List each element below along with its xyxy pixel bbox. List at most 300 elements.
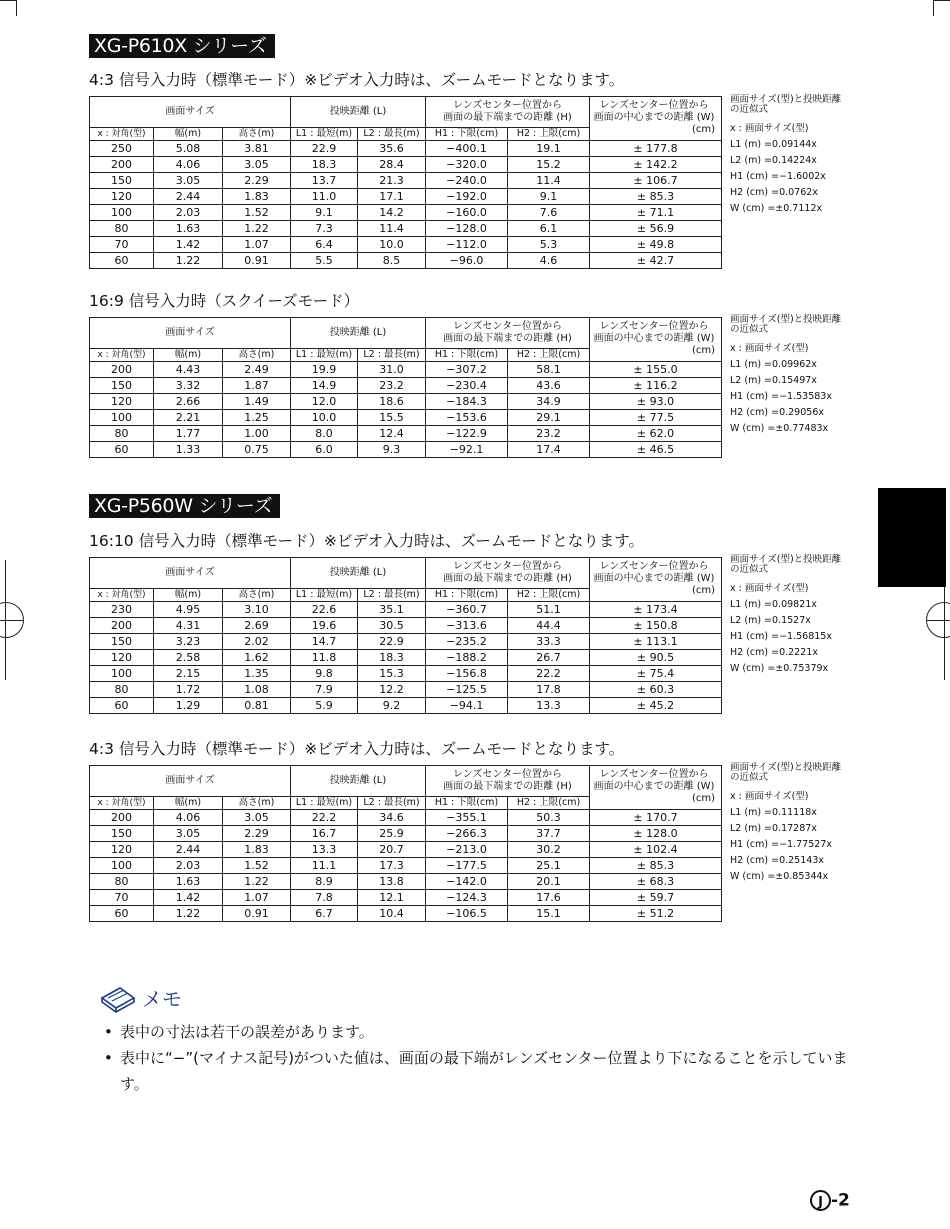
chapter-index-tab (878, 488, 946, 587)
table-cell: ± 62.0 (590, 426, 722, 442)
table-cell: 14.9 (291, 378, 358, 394)
subheader-height: 高さ(m) (223, 349, 291, 362)
table-cell: 12.4 (358, 426, 426, 442)
subheader-diag: x : 対角(型) (90, 797, 154, 810)
table-cell: ± 113.1 (590, 634, 722, 650)
formula-title-line: 画面サイズ(型)と投映距離 (730, 314, 842, 325)
subheader-h1: H1 : 下限(cm) (426, 349, 508, 362)
table-header-row (90, 97, 722, 128)
crop-mark (16, 0, 17, 16)
memo-label: メモ (142, 987, 182, 1011)
table-cell: 6.7 (291, 906, 358, 922)
formula-line: H2 (cm) =0.0762x (730, 187, 818, 198)
table-cell: 11.0 (291, 189, 358, 205)
table-subtitle: 16:10 信号入力時（標準モード）※ビデオ入力時は、ズームモードとなります。 (89, 532, 645, 550)
table-cell: 11.1 (291, 858, 358, 874)
formula-title-line: 画面サイズ(型)と投映距離 (730, 94, 842, 105)
subheader-diag: x : 対角(型) (90, 589, 154, 602)
table-row (90, 650, 722, 666)
memo-item (104, 1045, 874, 1097)
formula-title-line: 画面サイズ(型)と投映距離 (730, 762, 842, 773)
table-cell: 9.1 (508, 189, 590, 205)
formula-line: L2 (m) =0.1527x (730, 615, 811, 626)
header-lens-center (590, 766, 722, 810)
formula-title-line: の近似式 (730, 564, 769, 575)
table-cell: 3.81 (223, 141, 291, 157)
table-cell: 1.63 (154, 221, 223, 237)
table-cell: −360.7 (426, 602, 508, 618)
table-cell: 50.3 (508, 810, 590, 826)
table-cell: ± 45.2 (590, 698, 722, 714)
subheader-l1: L1 : 最短(m) (291, 128, 358, 141)
table-cell: −240.0 (426, 173, 508, 189)
table-cell: 200 (90, 362, 154, 378)
series-title: XG-P560W シリーズ (89, 494, 280, 518)
table-cell: 3.05 (223, 157, 291, 173)
table-cell: 26.7 (508, 650, 590, 666)
table-cell: 33.3 (508, 634, 590, 650)
table-cell: 10.0 (291, 410, 358, 426)
table-cell: 20.1 (508, 874, 590, 890)
table-cell: 35.1 (358, 602, 426, 618)
formula-line: H1 (cm) =−1.56815x (730, 631, 832, 642)
table-cell: 8.9 (291, 874, 358, 890)
table-cell: 3.05 (154, 826, 223, 842)
table-cell: 2.44 (154, 842, 223, 858)
formula-line: L1 (m) =0.11118x (730, 807, 817, 818)
table-cell: −400.1 (426, 141, 508, 157)
table-cell: −112.0 (426, 237, 508, 253)
table-cell: 1.08 (223, 682, 291, 698)
header-screen-size: 画面サイズ (90, 766, 291, 797)
table-cell: 1.07 (223, 237, 291, 253)
table-cell: −266.3 (426, 826, 508, 842)
table-cell: ± 173.4 (590, 602, 722, 618)
table-cell: ± 150.8 (590, 618, 722, 634)
page-number (810, 1190, 850, 1211)
table-row (90, 810, 722, 826)
table-cell: 14.7 (291, 634, 358, 650)
table-cell: 5.5 (291, 253, 358, 269)
table-row (90, 666, 722, 682)
table-cell: 5.9 (291, 698, 358, 714)
formula-title-line: の近似式 (730, 104, 769, 115)
table-cell: −96.0 (426, 253, 508, 269)
table-cell: 1.35 (223, 666, 291, 682)
table-header-row (90, 558, 722, 589)
header-line: 画面の最下端までの距離 (H) (443, 781, 572, 792)
table-cell: 230 (90, 602, 154, 618)
table-cell: 100 (90, 666, 154, 682)
table-cell: 31.0 (358, 362, 426, 378)
table-cell: 19.6 (291, 618, 358, 634)
table-cell: ± 177.8 (590, 141, 722, 157)
table-cell: −125.5 (426, 682, 508, 698)
table-cell: 150 (90, 826, 154, 842)
header-line: レンズセンター位置から (452, 561, 563, 572)
projection-table (89, 557, 722, 714)
table-cell: 3.32 (154, 378, 223, 394)
subheader-l2: L2 : 最長(m) (358, 589, 426, 602)
table-cell: 60 (90, 442, 154, 458)
table-cell: 19.9 (291, 362, 358, 378)
table-cell: ± 75.4 (590, 666, 722, 682)
table-cell: 1.72 (154, 682, 223, 698)
header-line: レンズセンター位置から (452, 100, 563, 111)
formula-line: H1 (cm) =−1.53583x (730, 391, 832, 402)
table-cell: −355.1 (426, 810, 508, 826)
table-cell: 120 (90, 394, 154, 410)
header-lens-bottom (426, 97, 590, 128)
table-cell: 23.2 (508, 426, 590, 442)
subheader-height: 高さ(m) (223, 589, 291, 602)
formula-line: L1 (m) =0.09821x (730, 599, 817, 610)
table-cell: 120 (90, 650, 154, 666)
table-row (90, 426, 722, 442)
subheader-h2: H2 : 上限(cm) (508, 128, 590, 141)
table-row (90, 394, 722, 410)
subheader-height: 高さ(m) (223, 128, 291, 141)
registration-mark (926, 602, 950, 638)
table-cell: 4.95 (154, 602, 223, 618)
memo-item-text: 表中の寸法は若干の誤差があります。 (120, 1023, 374, 1041)
table-cell: 3.05 (154, 173, 223, 189)
table-cell: 1.83 (223, 189, 291, 205)
table-cell: 60 (90, 906, 154, 922)
table-cell: 22.6 (291, 602, 358, 618)
table-header-row (90, 318, 722, 349)
table-cell: 150 (90, 378, 154, 394)
table-cell: ± 102.4 (590, 842, 722, 858)
table-cell: ± 77.5 (590, 410, 722, 426)
table-cell: ± 49.8 (590, 237, 722, 253)
table-cell: 15.1 (508, 906, 590, 922)
table-cell: 70 (90, 237, 154, 253)
subheader-diag: x : 対角(型) (90, 349, 154, 362)
table-cell: 2.29 (223, 826, 291, 842)
header-lens-bottom (426, 766, 590, 797)
approximation-formula (730, 95, 880, 217)
table-cell: 28.4 (358, 157, 426, 173)
table-cell: 1.25 (223, 410, 291, 426)
table-cell: 6.4 (291, 237, 358, 253)
table-cell: −160.0 (426, 205, 508, 221)
series-title: XG-P610X シリーズ (89, 34, 275, 58)
table-cell: 2.29 (223, 173, 291, 189)
table-cell: 15.2 (508, 157, 590, 173)
formula-line: x : 画面サイズ(型) (730, 343, 809, 354)
formula-line: H2 (cm) =0.25143x (730, 855, 824, 866)
table-cell: ± 59.7 (590, 890, 722, 906)
table-cell: 22.2 (508, 666, 590, 682)
table-cell: ± 85.3 (590, 189, 722, 205)
formula-title-line: の近似式 (730, 772, 769, 783)
table-row (90, 237, 722, 253)
header-lens-center (590, 97, 722, 141)
subheader-height: 高さ(m) (223, 797, 291, 810)
header-lens-center (590, 558, 722, 602)
subheader-width: 幅(m) (154, 349, 223, 362)
table-cell: 200 (90, 157, 154, 173)
table-cell: 1.33 (154, 442, 223, 458)
table-cell: 9.2 (358, 698, 426, 714)
table-cell: 2.03 (154, 858, 223, 874)
table-cell: −122.9 (426, 426, 508, 442)
table-cell: 80 (90, 874, 154, 890)
formula-line: x : 画面サイズ(型) (730, 123, 809, 134)
table-cell: 35.6 (358, 141, 426, 157)
table-cell: 9.8 (291, 666, 358, 682)
table-cell: 80 (90, 221, 154, 237)
table-cell: 1.42 (154, 237, 223, 253)
table-cell: 15.5 (358, 410, 426, 426)
formula-title (730, 315, 880, 335)
subheader-width: 幅(m) (154, 797, 223, 810)
table-row (90, 173, 722, 189)
table-cell: −235.2 (426, 634, 508, 650)
table-row (90, 442, 722, 458)
approximation-formula (730, 315, 880, 437)
table-cell: 7.8 (291, 890, 358, 906)
table-cell: 3.05 (223, 810, 291, 826)
table-subtitle: 4:3 信号入力時（標準モード）※ビデオ入力時は、ズームモードとなります。 (89, 71, 625, 89)
table-cell: −128.0 (426, 221, 508, 237)
crop-mark (933, 0, 934, 16)
subheader-l2: L2 : 最長(m) (358, 797, 426, 810)
table-cell: 150 (90, 173, 154, 189)
table-cell: 1.07 (223, 890, 291, 906)
crop-mark (934, 0, 950, 1)
memo-item-text: 表中に“−”(マイナス記号)がついた値は、画面の最下端がレンズセンター位置より下になることを示しています。 (120, 1049, 848, 1093)
header-line: 画面の中心までの距離 (W) (593, 112, 715, 123)
header-line: 画面の中心までの距離 (W) (593, 573, 715, 584)
table-cell: 11.4 (508, 173, 590, 189)
page-suffix: -2 (831, 1190, 850, 1211)
table-cell: 1.87 (223, 378, 291, 394)
memo-pencil-icon (98, 984, 138, 1014)
table-cell: ± 142.2 (590, 157, 722, 173)
header-lens-bottom (426, 318, 590, 349)
table-cell: 17.8 (508, 682, 590, 698)
table-cell: 100 (90, 858, 154, 874)
table-cell: −313.6 (426, 618, 508, 634)
table-cell: 100 (90, 410, 154, 426)
table-cell: 9.3 (358, 442, 426, 458)
approximation-formula (730, 763, 880, 885)
table-subtitle: 4:3 信号入力時（標準モード）※ビデオ入力時は、ズームモードとなります。 (89, 740, 625, 758)
memo-item (104, 1019, 874, 1045)
table-cell: 14.2 (358, 205, 426, 221)
table-cell: 0.81 (223, 698, 291, 714)
table-cell: 0.91 (223, 253, 291, 269)
table-cell: 58.1 (508, 362, 590, 378)
table-cell: 2.69 (223, 618, 291, 634)
table-cell: 13.3 (508, 698, 590, 714)
table-row (90, 858, 722, 874)
projection-table (89, 765, 722, 922)
table-cell: −177.5 (426, 858, 508, 874)
table-cell: ± 60.3 (590, 682, 722, 698)
table-cell: 3.10 (223, 602, 291, 618)
table-cell: 60 (90, 698, 154, 714)
table-row (90, 141, 722, 157)
header-unit: (cm) (691, 345, 716, 356)
table-cell: 2.49 (223, 362, 291, 378)
table-row (90, 362, 722, 378)
table-cell: 5.3 (508, 237, 590, 253)
table-cell: 18.3 (291, 157, 358, 173)
table-row (90, 157, 722, 173)
table-cell: 4.06 (154, 810, 223, 826)
table-cell: −156.8 (426, 666, 508, 682)
table-header-row (90, 766, 722, 797)
projection-table (89, 317, 722, 458)
table-cell: 2.21 (154, 410, 223, 426)
header-line: レンズセンター位置から (452, 321, 563, 332)
formula-line: L2 (m) =0.14224x (730, 155, 817, 166)
table-cell: 1.77 (154, 426, 223, 442)
table-cell: ± 46.5 (590, 442, 722, 458)
formula-line: x : 画面サイズ(型) (730, 791, 809, 802)
table-cell: 18.6 (358, 394, 426, 410)
table-row (90, 221, 722, 237)
header-screen-size: 画面サイズ (90, 318, 291, 349)
projection-table (89, 96, 722, 269)
header-line: レンズセンター位置から (452, 769, 563, 780)
table-cell: 13.7 (291, 173, 358, 189)
header-line: 画面の中心までの距離 (W) (593, 781, 715, 792)
table-cell: 4.31 (154, 618, 223, 634)
table-cell: 2.66 (154, 394, 223, 410)
table-row (90, 826, 722, 842)
table-cell: 5.08 (154, 141, 223, 157)
header-unit: (cm) (691, 585, 716, 596)
table-cell: 1.00 (223, 426, 291, 442)
formula-line: W (cm) =±0.85344x (730, 871, 829, 882)
table-subtitle: 16:9 信号入力時（スクイーズモード） (89, 292, 360, 310)
subheader-l2: L2 : 最長(m) (358, 349, 426, 362)
table-cell: 100 (90, 205, 154, 221)
header-throw-distance: 投映距離 (L) (291, 97, 426, 128)
table-cell: −188.2 (426, 650, 508, 666)
table-cell: −92.1 (426, 442, 508, 458)
table-cell: 20.7 (358, 842, 426, 858)
header-line: レンズセンター位置から (599, 100, 709, 111)
table-cell: 18.3 (358, 650, 426, 666)
subheader-l1: L1 : 最短(m) (291, 797, 358, 810)
table-cell: 30.5 (358, 618, 426, 634)
table-cell: ± 51.2 (590, 906, 722, 922)
table-cell: 4.6 (508, 253, 590, 269)
table-cell: 19.1 (508, 141, 590, 157)
table-cell: ± 71.1 (590, 205, 722, 221)
table-cell: 37.7 (508, 826, 590, 842)
table-cell: 22.9 (291, 141, 358, 157)
table-cell: 150 (90, 634, 154, 650)
table-cell: −124.3 (426, 890, 508, 906)
formula-line: H1 (cm) =−1.77527x (730, 839, 832, 850)
table-row (90, 906, 722, 922)
subheader-diag: x : 対角(型) (90, 128, 154, 141)
table-row (90, 602, 722, 618)
formula-title (730, 555, 880, 575)
table-cell: 10.0 (358, 237, 426, 253)
formula-line: L1 (m) =0.09962x (730, 359, 817, 370)
header-screen-size: 画面サイズ (90, 558, 291, 589)
subheader-h2: H2 : 上限(cm) (508, 797, 590, 810)
table-cell: 17.1 (358, 189, 426, 205)
table-cell: 12.2 (358, 682, 426, 698)
header-lens-bottom (426, 558, 590, 589)
table-cell: 13.8 (358, 874, 426, 890)
table-cell: 16.7 (291, 826, 358, 842)
table-cell: 25.9 (358, 826, 426, 842)
header-unit: (cm) (691, 124, 716, 135)
table-cell: −94.1 (426, 698, 508, 714)
table-row (90, 874, 722, 890)
header-line: 画面の中心までの距離 (W) (593, 333, 715, 344)
table-cell: 200 (90, 618, 154, 634)
header-unit: (cm) (691, 793, 716, 804)
table-cell: 120 (90, 189, 154, 205)
table-cell: 9.1 (291, 205, 358, 221)
table-cell: 15.3 (358, 666, 426, 682)
table-cell: 1.42 (154, 890, 223, 906)
table-cell: 12.0 (291, 394, 358, 410)
table-cell: 34.9 (508, 394, 590, 410)
formula-line: W (cm) =±0.7112x (730, 203, 823, 214)
table-row (90, 618, 722, 634)
table-cell: −230.4 (426, 378, 508, 394)
table-cell: 7.9 (291, 682, 358, 698)
table-cell: −213.0 (426, 842, 508, 858)
table-cell: 2.03 (154, 205, 223, 221)
table-cell: ± 56.9 (590, 221, 722, 237)
table-cell: 21.3 (358, 173, 426, 189)
formula-line: L2 (m) =0.17287x (730, 823, 817, 834)
table-cell: 17.6 (508, 890, 590, 906)
header-line: レンズセンター位置から (599, 321, 709, 332)
page-letter: J (810, 1190, 831, 1211)
table-cell: 1.62 (223, 650, 291, 666)
table-cell: 51.1 (508, 602, 590, 618)
subheader-l1: L1 : 最短(m) (291, 589, 358, 602)
subheader-h1: H1 : 下限(cm) (426, 128, 508, 141)
table-cell: 17.4 (508, 442, 590, 458)
subheader-h1: H1 : 下限(cm) (426, 797, 508, 810)
formula-title (730, 95, 880, 115)
table-cell: 60 (90, 253, 154, 269)
table-cell: ± 42.7 (590, 253, 722, 269)
formula-line: L1 (m) =0.09144x (730, 139, 817, 150)
table-cell: ± 155.0 (590, 362, 722, 378)
table-cell: ± 68.3 (590, 874, 722, 890)
formula-line: H2 (cm) =0.2221x (730, 647, 818, 658)
table-cell: 43.6 (508, 378, 590, 394)
header-throw-distance: 投映距離 (L) (291, 558, 426, 589)
table-row (90, 189, 722, 205)
table-row (90, 890, 722, 906)
memo-list (104, 1019, 874, 1097)
table-cell: 120 (90, 842, 154, 858)
table-cell: ± 106.7 (590, 173, 722, 189)
registration-mark (0, 602, 24, 638)
table-row (90, 410, 722, 426)
table-cell: ± 128.0 (590, 826, 722, 842)
header-lens-center (590, 318, 722, 362)
table-cell: 1.29 (154, 698, 223, 714)
table-cell: 7.6 (508, 205, 590, 221)
